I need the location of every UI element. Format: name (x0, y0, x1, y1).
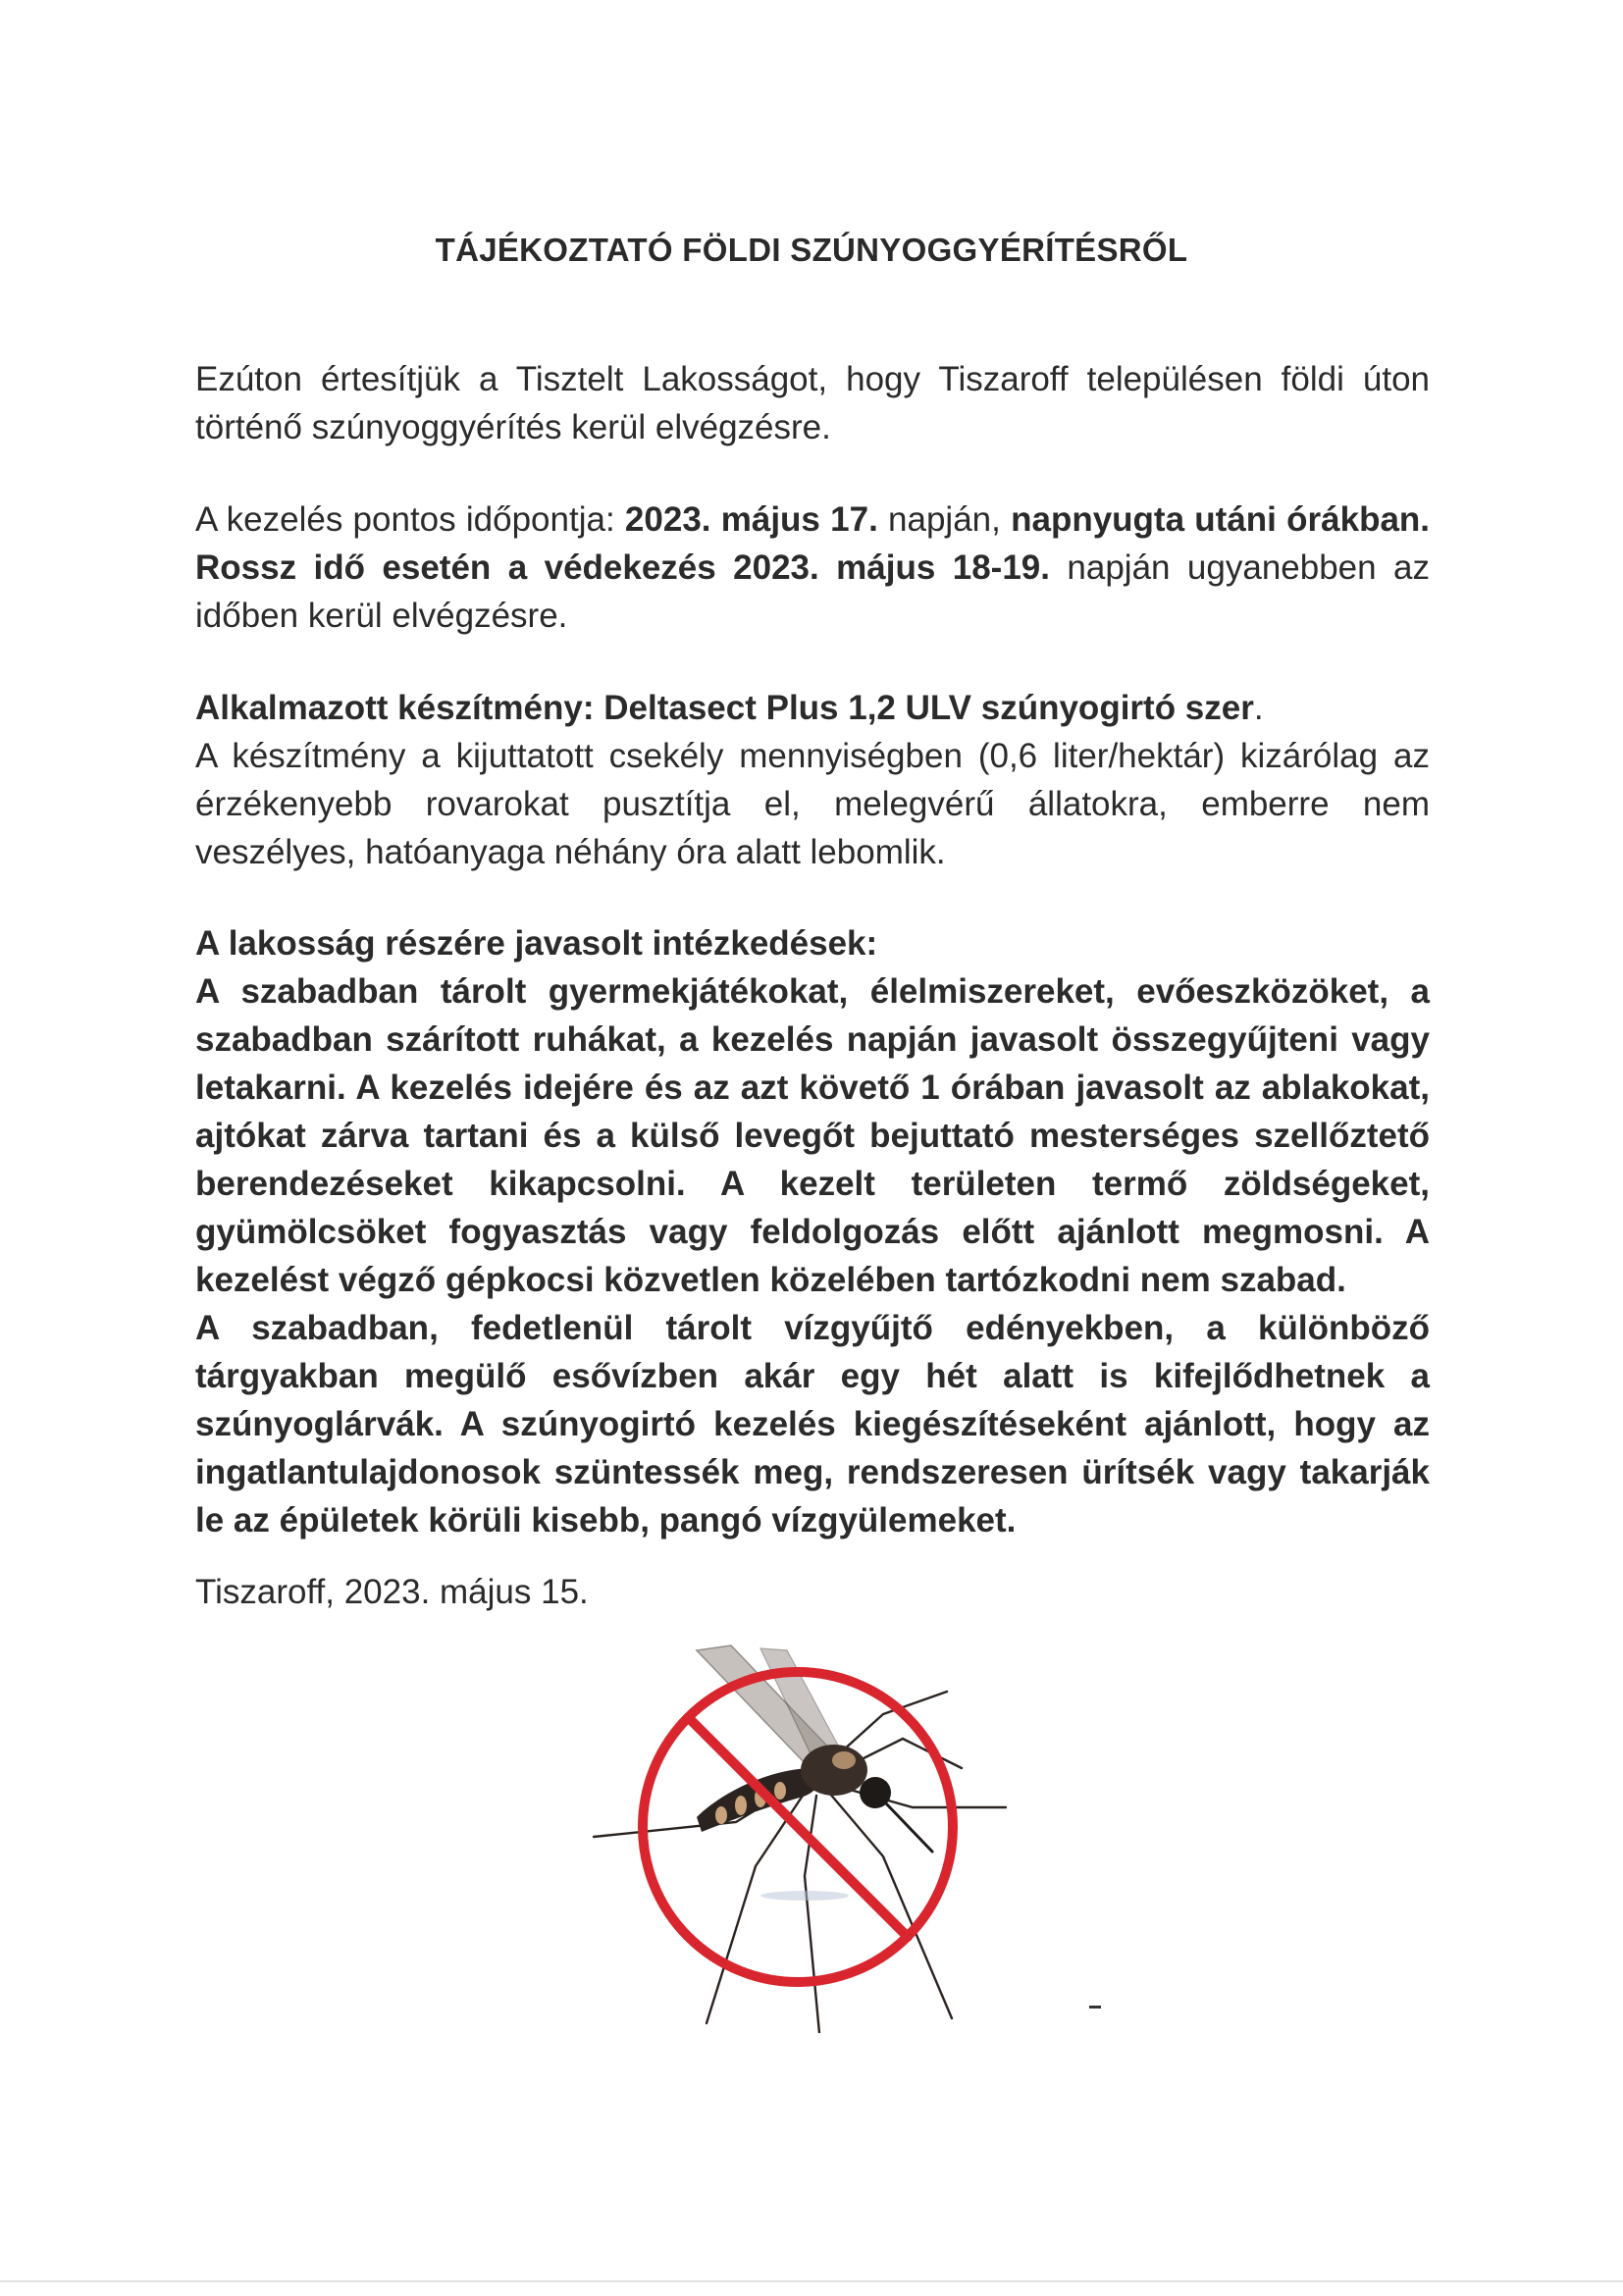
product-heading-end: . (1253, 689, 1264, 727)
page-edge-line (0, 2280, 1623, 2282)
intro-paragraph (195, 355, 1430, 451)
treatment-text-3: napján ugyanebben az időben kerül elvégzésre. (195, 548, 1430, 635)
intro-line-1: Ezúton értesítjük a Tisztelt Lakosságot, hogy Tiszaroff településen földi úton (195, 360, 1430, 398)
product-heading: Alkalmazott készítmény: Deltasect Plus 1,2 ULV szúnyogirtó szer (195, 689, 1254, 727)
document-title: TÁJÉKOZTATÓ FÖLDI SZÚNYOGGYÉRÍTÉSRŐL (435, 232, 1188, 268)
measures-paragraph (195, 919, 1430, 1544)
product-paragraph (195, 684, 1430, 876)
measures-body-2: A szabadban, fedetlenül tárolt vízgyűjtő edényekben, a különböző tárgyakban megülő esővízben akár egy hét alatt is kifejlődhetnek a szúnyoglárvák. A szúnyogirtó kezelés kiegészítéseként ajánlott, hogy az ingatlantulajdonosok szüntessék meg, rendszeresen ürítsék vagy takarják le az épületek körüli kisebb, pangó vízgyülemeket. (195, 1309, 1430, 1539)
no-mosquito-icon (559, 1631, 1021, 2033)
mosquito-leg (707, 1793, 805, 2023)
mosquito-icon (594, 1645, 1006, 2033)
stray-mark (1089, 2006, 1101, 2009)
treatment-paragraph (195, 496, 1430, 640)
measures-body-1: A szabadban tárolt gyermekjátékokat, élelmiszereket, evőeszközöket, a szabadban szárított ruhákat, a kezelés napján javasolt összegyűjteni vagy letakarni. A kezelés idejére és az azt követő 1 órában javasolt az ablakokat, ajtókat zárva tartani és a külső levegőt bejuttató mesterséges szellőztető berendezéseket kikapcsolni. A kezelt területen termő zöldségeket, gyümölcsöket fogyasztás vagy feldolgozás előtt ajánlott megmosni. A kezelést végző gépkocsi közvetlen közelében tartózkodni nem szabad. (195, 972, 1430, 1299)
treatment-text-2: napján, (877, 500, 1012, 539)
closing-place-date: Tiszaroff, 2023. május 15. (195, 1573, 589, 1611)
treatment-text-1: A kezelés pontos időpontja: (195, 500, 625, 539)
product-body: A készítmény a kijuttatott csekély mennyiségben (0,6 liter/hektár) kizárólag az érzékenyebb rovarokat pusztítja el, melegvérű állatokra, emberre nem veszélyes, hatóanyaga néhány óra alatt lebomlik. (195, 737, 1430, 871)
measures-heading: A lakosság részére javasolt intézkedések: (195, 924, 878, 963)
treatment-time-rain-date: napnyugta utáni órákban. Rossz idő esetén a védekezés 2023. május 18-19. (195, 500, 1431, 587)
treatment-date: 2023. május 17. (624, 500, 878, 539)
intro-line-2: történő szúnyoggyérítés kerül elvégzésre. (195, 408, 831, 446)
